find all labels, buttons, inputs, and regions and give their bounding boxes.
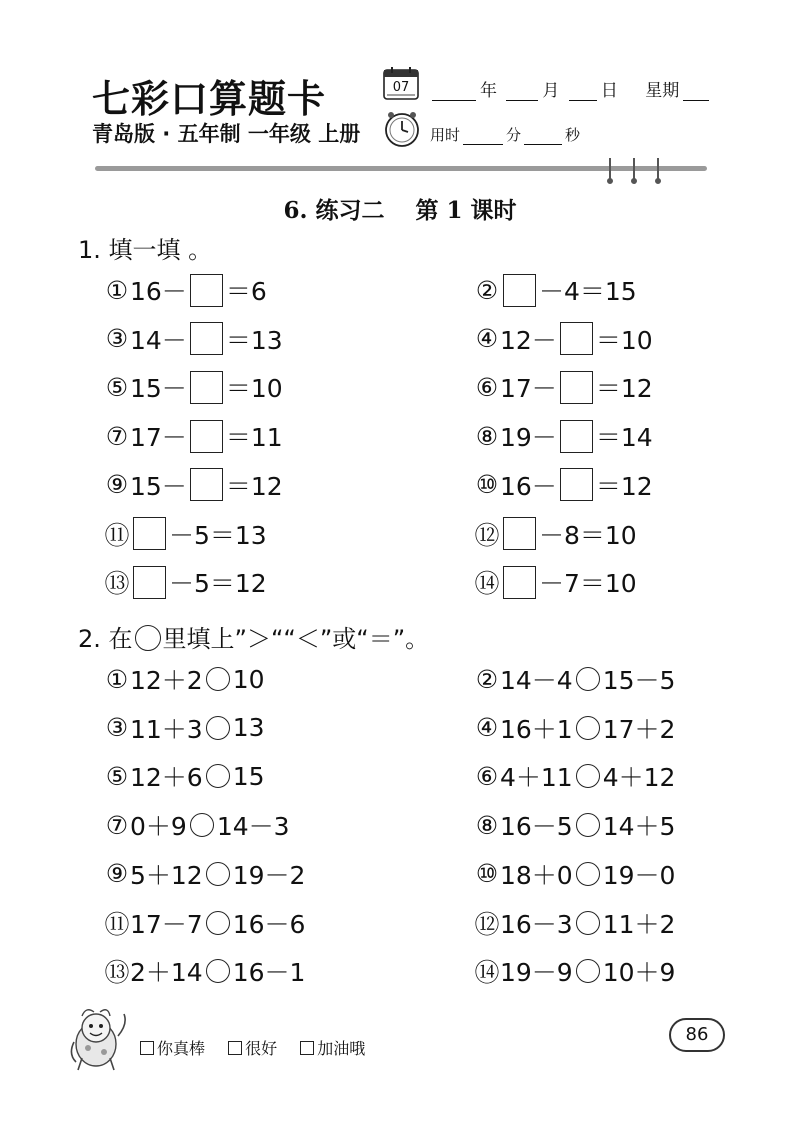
expression-right: －7＝10 (539, 569, 637, 599)
exercise-number: ③ (105, 324, 129, 354)
compare-left: 2＋14 (130, 958, 203, 988)
answer-box[interactable] (190, 468, 223, 501)
compare-exercise (474, 807, 675, 843)
edition-label: 青岛版 · 五年制 一年级 上册 (92, 122, 361, 146)
fill-exercise (104, 321, 283, 357)
exercise-number: ⑪ (104, 909, 130, 939)
compare-exercise (104, 758, 265, 794)
compare-exercise (474, 661, 675, 697)
answer-box[interactable] (560, 468, 593, 501)
expression-left: 17－ (500, 374, 557, 404)
expression-right: ＝12 (595, 374, 653, 404)
exercise-number: ⑩ (475, 859, 499, 889)
answer-box[interactable] (503, 274, 536, 307)
exercise-number: ② (475, 664, 499, 694)
month-blank[interactable] (506, 82, 538, 101)
exercise-number: ⑬ (104, 958, 130, 988)
self-evaluation (140, 1036, 383, 1059)
compare-right: 4＋12 (602, 763, 676, 793)
exercise-number: ⑭ (474, 569, 500, 599)
compare-left: 16－5 (500, 812, 573, 842)
expression-left: 16－ (500, 471, 557, 501)
expression-left: 19－ (500, 423, 557, 453)
year-blank[interactable] (432, 82, 476, 101)
checkbox-icon[interactable] (300, 1041, 314, 1055)
fill-exercise (104, 516, 267, 552)
checkbox-icon[interactable] (140, 1041, 154, 1055)
compare-exercise (104, 953, 305, 989)
expression-right: ＝12 (225, 471, 283, 501)
compare-exercise (104, 661, 265, 697)
fill-exercise (104, 418, 283, 454)
compare-circle[interactable] (206, 764, 230, 788)
compare-right: 13 (232, 713, 265, 743)
compare-right: 15 (232, 761, 265, 791)
exercise-number: ⑥ (475, 761, 499, 791)
expression-right: ＝11 (225, 423, 283, 453)
expression-right: －4＝15 (539, 277, 637, 306)
compare-exercise (104, 710, 265, 746)
month-label: 月 (542, 81, 560, 101)
expression-left: 16－ (130, 277, 187, 306)
fill-exercise (104, 564, 267, 600)
exercise-number: ⑫ (474, 909, 500, 939)
compare-right: 16－6 (232, 909, 306, 939)
time-used-label: 用时 (430, 126, 461, 144)
exercise-number: ⑨ (105, 859, 129, 889)
circle-symbol-icon (135, 625, 161, 651)
compare-left: 17－7 (130, 909, 203, 939)
exercise-number: ⑩ (475, 470, 499, 500)
compare-left: 4＋11 (500, 763, 573, 793)
calendar-icon (383, 66, 419, 100)
compare-circle[interactable] (576, 911, 600, 935)
exercise-number: ④ (475, 324, 499, 354)
binder-rings-icon (600, 156, 680, 184)
compare-left: 11＋3 (130, 714, 203, 744)
year-label: 年 (480, 81, 497, 101)
answer-box[interactable] (190, 420, 223, 453)
compare-circle[interactable] (206, 959, 230, 983)
minutes-label: 分 (506, 126, 522, 144)
option-keep-going[interactable]: 加油哦 (300, 1039, 365, 1058)
expression-left: 14－ (130, 325, 187, 355)
fill-exercise (104, 467, 283, 503)
exercise-number: ⑥ (475, 372, 499, 402)
exercise-number: ⑭ (474, 958, 500, 988)
compare-circle[interactable] (576, 667, 600, 691)
compare-right: 11＋2 (602, 909, 676, 939)
option-good[interactable]: 很好 (228, 1039, 277, 1058)
compare-exercise (474, 905, 675, 941)
compare-right: 14＋5 (602, 812, 676, 842)
compare-exercise (474, 953, 675, 989)
compare-left: 12＋6 (130, 763, 203, 793)
exercise-number: ⑧ (475, 421, 499, 451)
compare-exercise (104, 905, 305, 941)
compare-right: 10 (232, 664, 265, 694)
time-fields (430, 124, 580, 145)
brand-title: 七彩口算题卡 (92, 76, 327, 121)
fill-exercise (474, 467, 653, 503)
answer-box[interactable] (560, 420, 593, 453)
compare-left: 14－4 (500, 666, 573, 695)
exercise-number: ⑤ (105, 761, 129, 791)
section1-title: 1. 填一填 。 (78, 236, 213, 264)
compare-circle[interactable] (190, 813, 214, 837)
compare-circle[interactable] (206, 667, 230, 691)
weekday-blank[interactable] (683, 82, 709, 101)
fill-exercise (104, 272, 267, 308)
exercise-number: ② (475, 275, 499, 305)
exercise-number: ⑫ (474, 520, 500, 550)
compare-circle[interactable] (206, 911, 230, 935)
expression-right: ＝12 (595, 471, 653, 501)
fill-exercise (474, 321, 653, 357)
fill-exercise (474, 564, 637, 600)
compare-circle[interactable] (206, 862, 230, 886)
compare-circle[interactable] (576, 764, 600, 788)
exercise-number: ⑪ (104, 520, 130, 550)
fill-exercise (474, 418, 653, 454)
day-label: 日 (600, 81, 618, 101)
expression-left: 15－ (130, 374, 187, 404)
compare-exercise (104, 856, 305, 892)
answer-box[interactable] (133, 517, 166, 550)
compare-left: 12＋2 (130, 666, 203, 695)
expression-right: ＝6 (225, 277, 267, 306)
answer-box[interactable] (190, 371, 223, 404)
compare-circle[interactable] (206, 716, 230, 740)
compare-circle[interactable] (576, 813, 600, 837)
exercise-number: ⑤ (105, 372, 129, 402)
compare-exercise (474, 710, 675, 746)
section2-title (78, 619, 429, 654)
exercise-number: ⑬ (104, 569, 130, 599)
checkbox-icon[interactable] (228, 1041, 242, 1055)
expression-right: ＝10 (225, 374, 283, 404)
fill-exercise (104, 369, 283, 405)
expression-right: ＝14 (595, 423, 653, 453)
day-blank[interactable] (569, 82, 597, 101)
compare-exercise (104, 807, 290, 843)
calendar-day: 07 (392, 80, 410, 95)
compare-right: 10＋9 (602, 958, 676, 988)
exercise-number: ④ (475, 713, 499, 743)
seconds-label: 秒 (565, 126, 581, 144)
option-great[interactable]: 你真棒 (140, 1039, 205, 1058)
exercise-number: ③ (105, 713, 129, 743)
answer-box[interactable] (560, 322, 593, 355)
exercise-number: ⑦ (105, 810, 129, 840)
compare-left: 18＋0 (500, 860, 573, 890)
expression-right: －8＝10 (539, 520, 637, 550)
compare-circle[interactable] (576, 862, 600, 886)
compare-circle[interactable] (576, 959, 600, 983)
mascot-illustration-icon (64, 1002, 134, 1074)
compare-left: 5＋12 (130, 860, 203, 890)
exercise-number: ⑨ (105, 470, 129, 500)
answer-box[interactable] (190, 322, 223, 355)
date-fields (428, 76, 713, 101)
compare-exercise (474, 856, 675, 892)
exercise-number: ⑦ (105, 421, 129, 451)
answer-box[interactable] (560, 371, 593, 404)
expression-right: －5＝13 (169, 520, 267, 550)
answer-box[interactable] (503, 566, 536, 599)
seconds-blank[interactable] (524, 128, 562, 145)
compare-right: 19－0 (602, 860, 676, 890)
fill-exercise (474, 272, 637, 308)
answer-box[interactable] (190, 274, 223, 307)
answer-box[interactable] (133, 566, 166, 599)
lesson-title: 6. 练习二 第 1 课时 (283, 197, 517, 224)
expression-left: 17－ (130, 423, 187, 453)
compare-left: 19－9 (500, 958, 573, 988)
exercise-number: ⑧ (475, 810, 499, 840)
page-number: 86 (669, 1018, 725, 1052)
exercise-number: ① (105, 664, 129, 694)
compare-right: 17＋2 (602, 714, 676, 744)
compare-circle[interactable] (576, 716, 600, 740)
compare-exercise (474, 758, 675, 794)
expression-right: －5＝12 (169, 569, 267, 599)
compare-left: 16－3 (500, 909, 573, 939)
expression-left: 12－ (500, 325, 557, 355)
compare-right: 16－1 (232, 958, 306, 988)
answer-box[interactable] (503, 517, 536, 550)
section2-title-pre: 2. 在 (78, 625, 133, 653)
expression-right: ＝10 (595, 325, 653, 355)
exercise-number: ① (105, 275, 129, 305)
weekday-label: 星期 (645, 81, 680, 101)
compare-right: 19－2 (232, 860, 306, 890)
expression-left: 15－ (130, 471, 187, 501)
minutes-blank[interactable] (463, 128, 503, 145)
compare-left: 0＋9 (130, 812, 187, 842)
fill-exercise (474, 516, 637, 552)
section2-title-post: 里填上”＞““＜”或“＝”。 (162, 625, 430, 653)
clock-icon (383, 110, 421, 148)
compare-left: 16＋1 (500, 714, 573, 744)
expression-right: ＝13 (225, 325, 283, 355)
fill-exercise (474, 369, 653, 405)
compare-right: 15－5 (602, 666, 676, 695)
compare-right: 14－3 (216, 812, 290, 842)
